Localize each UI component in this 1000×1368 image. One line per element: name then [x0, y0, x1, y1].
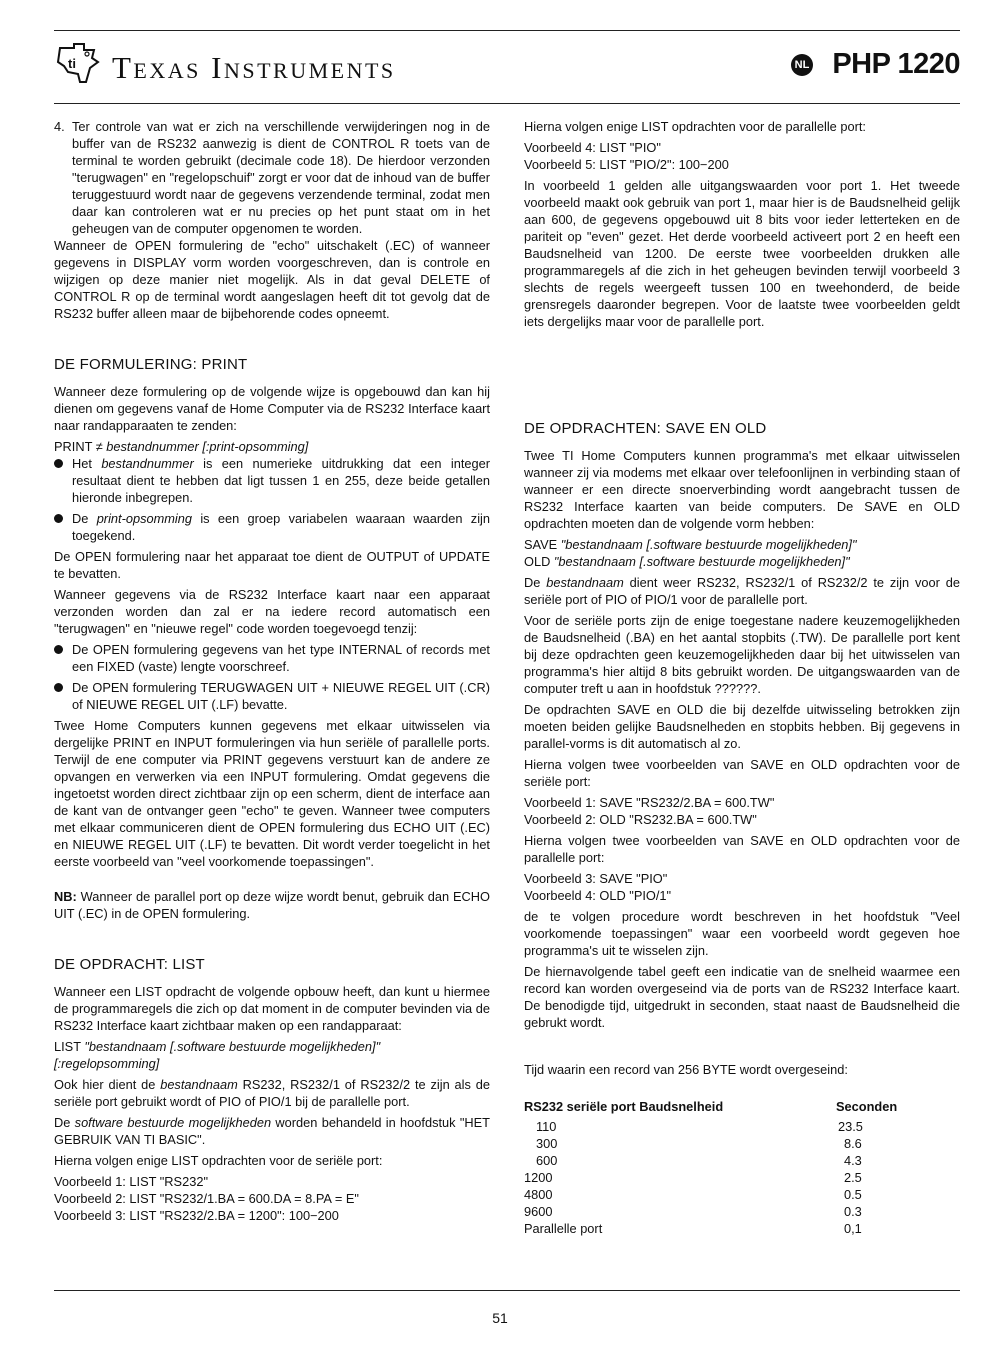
- baud-cell: 110: [536, 1119, 557, 1134]
- print-output-paragraph: De OPEN formulering naar het apparaat toe dient de OUTPUT of UPDATE te bevatten.: [54, 549, 490, 581]
- print-record-paragraph: Wanneer gegevens via de RS232 Interface kaart naar een apparaat verzonden worden dan zal er na iedere record automatisch een "terugwagen" en "nieuwe regel" code worden toegevoegd tenzij:: [54, 587, 490, 636]
- language-badge: NL: [791, 54, 813, 76]
- seconds-cell: 2.5: [844, 1170, 862, 1185]
- speed-table-caption: Tijd waarin een record van 256 BYTE wordt overgeseind:: [524, 1062, 848, 1077]
- bullet-dot-icon: [54, 645, 63, 654]
- header-rule: [54, 103, 960, 104]
- bullet-internal-fixed: De OPEN formulering gegevens van het type INTERNAL of records met een FIXED (vaste) lengte voorschreef.: [54, 641, 490, 675]
- bullet-bestandnummer: Het bestandnummer is een numerieke uitdrukking dat een integer resultaat dient te hebben dat ligt tussen 1 en 255, deze beide getallen hieronde inbegrepen.: [54, 455, 490, 506]
- baud-cell: 1200: [524, 1170, 553, 1185]
- bullet-dot-icon: [54, 459, 63, 468]
- table-row: [524, 1169, 897, 1186]
- right-column: [524, 118, 960, 1237]
- list-example-1: Voorbeeld 1: LIST "RS232": [54, 1174, 208, 1189]
- save-bestandnaam-paragraph: De bestandnaam dient weer RS232, RS232/1 of RS232/2 te zijn voor de seriële port of PIO of PIO/1 voor de parallelle port.: [524, 575, 960, 607]
- seconds-cell: 0,1: [844, 1221, 862, 1236]
- svg-text:ti: ti: [68, 56, 76, 71]
- speed-table-intro: De hiernavolgende tabel geeft een indicatie van de snelheid waarmee een record kan worden overgeseind via de ports van de RS232 Interface kaart. De benodigde tijd, uitgedrukt in seconden, staat naast de Baudsnelheid die gebrukt wordt.: [524, 964, 960, 1030]
- list-software-paragraph: De software bestuurde mogelijkheden worden behandeld in hoofdstuk "HET GEBRUIK VAN TI BASIC".: [54, 1115, 490, 1147]
- save-example-3: Voorbeeld 3: SAVE "PIO": [524, 871, 668, 886]
- save-intro: Twee TI Home Computers kunnen programma's met elkaar uitwisselen wanneer zij via modems met elkaar over telefoonlijnen in verbinding staan of wanneer er een directe snoerverbinding wordt aangebracht tussen de RS232 Interface kaarten van beide computers. De SAVE en OLD opdrachten moeten dan de volgende vorm hebben:: [524, 448, 960, 531]
- bullet-dot-icon: [54, 514, 63, 523]
- seconds-cell: 8.6: [844, 1136, 862, 1151]
- baud-cell: 600: [536, 1153, 558, 1168]
- list-serial-intro: Hierna volgen enige LIST opdrachten voor de seriële port:: [54, 1153, 383, 1168]
- save-syntax: SAVE "bestandnaam [.software bestuurde mogelijkheden]": [524, 537, 857, 552]
- header-baud: RS232 seriële port Baudsnelheid: [524, 1099, 724, 1114]
- list-parallel-intro: Hierna volgen enige LIST opdrachten voor de parallelle port:: [524, 119, 866, 134]
- print-syntax: PRINT ≠ bestandnummer [:print-opsomming]: [54, 439, 309, 454]
- save-example-1: Voorbeeld 1: SAVE "RS232/2.BA = 600.TW": [524, 795, 775, 810]
- bullet-print-opsomming: De print-opsomming is een groep variabelen waaraan waarden zijn toegekend.: [54, 510, 490, 544]
- section-heading-print: DE FORMULERING: PRINT: [54, 356, 248, 373]
- item-number: 4.: [54, 119, 65, 134]
- product-code: PHP 1220: [832, 48, 960, 80]
- table-row: [524, 1203, 897, 1220]
- save-serial-examples-intro: Hierna volgen twee voorbeelden van SAVE en OLD opdrachten voor de seriële port:: [524, 757, 960, 789]
- list-example-3: Voorbeeld 3: LIST "RS232/2.BA = 1200": 100−200: [54, 1208, 339, 1223]
- seconds-cell: 0.5: [844, 1187, 862, 1202]
- seconds-cell: 0.3: [844, 1204, 862, 1219]
- speed-table: [524, 1098, 897, 1237]
- save-baud-paragraph: De opdrachten SAVE en OLD die bij dezelfde uitwisseling betrokken zijn moeten beiden gelijke Baudsnelheden en stopbits hebben. Bij gegevens in parallel-vorms is dit automatisch al zo.: [524, 702, 960, 751]
- list-intro: Wanneer een LIST opdracht de volgende opbouw heeft, dan kunt u hiermee de programmaregels die zich op dat moment in de computer bevinden via de RS232 Interface kaart zichtbaar maken op een randapparaat:: [54, 984, 490, 1033]
- baud-cell: 4800: [524, 1187, 553, 1202]
- save-parallel-examples-intro: Hierna volgen twee voorbeelden van SAVE en OLD opdrachten voor de parallelle port:: [524, 833, 960, 865]
- nb-note: NB: Wanneer de parallel port op deze wijze wordt benut, gebruik dan ECHO UIT (.EC) in de OPEN formulering.: [54, 889, 490, 921]
- header-seconds: Seconden: [836, 1099, 898, 1114]
- bullet-dot-icon: [54, 683, 63, 692]
- item-text: Ter controle van wat er zich na verschillende verwijderingen nog in de buffer van de RS232 aanwezig is dient de CONTROL R toets van de terminal te worden gebruikt (decimale code 18). De hierdoor verzonden "terugwagen" en "regelopschuif" zorgt er voor dat de inhoud van de buffer teruggestuurd wordt naar de gegevens verzendende terminal, zodat men daar kan controleren wat er nu precies op het punt staat om in het geheugen van de computer opgenomen te worden.: [72, 119, 490, 236]
- list-example-5: Voorbeeld 5: LIST "PIO/2": 100−200: [524, 157, 729, 172]
- table-row: [524, 1152, 897, 1169]
- baud-cell: 9600: [524, 1204, 553, 1219]
- section-heading-save-old: DE OPDRACHTEN: SAVE EN OLD: [524, 420, 767, 437]
- ti-logo-icon: [54, 42, 102, 86]
- page-number: 51: [492, 1310, 508, 1326]
- section-heading-list: DE OPDRACHT: LIST: [54, 956, 205, 973]
- baud-cell: Parallelle port: [524, 1221, 603, 1236]
- table-row: [524, 1135, 897, 1152]
- baud-cell: 300: [536, 1136, 558, 1151]
- page-header: [54, 38, 960, 96]
- footer-rule: [54, 1290, 960, 1291]
- echo-paragraph: Wanneer de OPEN formulering de "echo" uitschakelt (.EC) of wanneer gegevens in DISPLAY vorm worden voorgeschreven, dan is controle en wijzigen op deze manier niet mogelijk. Als in dat geval DELETE of CONTROL R op de terminal wordt aangeslagen heeft dit tot gevolg dat de RS232 buffer alleen maar de bijbehorende codes opneemt.: [54, 238, 490, 321]
- seconds-cell: 4.3: [844, 1153, 862, 1168]
- table-row: [524, 1118, 897, 1135]
- old-syntax: OLD "bestandnaam [.software bestuurde mogelijkheden]": [524, 554, 850, 569]
- table-row: [524, 1220, 897, 1237]
- save-procedure-paragraph: de te volgen procedure wordt beschreven in het hoofdstuk "Veel voorkomende toepassingen" waar een voorbeeld wordt gegeven hoe programma's uit te wisselen zijn.: [524, 909, 960, 958]
- save-serial-options-paragraph: Voor de seriële ports zijn de enige toegestane nadere keuzemogelijkheden de Baudsnelheid (.BA) en het aantal stopbits (.TW). De parallelle port kent bij deze opdrachten geen keuzemogelijkheden daar bij het uitwisselen van programma's hier altijd 8 bits gebruikt worden. De uitgangswaarden van de computer treft u aan in hoofdstuk ??????.: [524, 613, 960, 696]
- save-example-4: Voorbeeld 4: OLD "PIO/1": [524, 888, 672, 903]
- list-explanation: In voorbeeld 1 gelden alle uitgangswaarden voor port 1. Het tweede voorbeeld maakt ook gebruik van port 1, maar hier is de Baudsnelheid gelijk aan 600, de gegevens opgebouwd uit 8 bits voor ieder letterteken en de pariteit op "even" gezet. Het derde voorbeeld activeert port 2 en heeft een Baudsnelheid van 1200. De eerste twee voorbeelden drukken alle programmaregels af die zich in het geheugen bevinden terwijl voorbeeld 3 slechts de regels weergeeft tussen 100 en tweehonderd, de beide grensregels daaronder begrepen. Voor de laatste twee voorbeelden geldt iets dergelijks maar voor de parallelle port.: [524, 178, 960, 329]
- list-bestandnaam-paragraph: Ook hier dient de bestandnaam RS232, RS232/1 of RS232/2 te zijn als de seriële port gebruikt wordt of PIO of PIO/1 bij de parallelle port.: [54, 1077, 490, 1109]
- speed-table-header: [524, 1098, 897, 1118]
- table-row: [524, 1186, 897, 1203]
- print-two-computers-paragraph: Twee Home Computers kunnen gegevens met elkaar uitwisselen via dergelijke PRINT en INPUT formuleringen via hun seriële of parallelle ports. Terwijl de ene computer via PRINT gegevens verstuurt kan de andere ze opvangen en verwerken via een INPUT formulering. Omdat gegevens die ingetoetst worden direct zichtbaar zijn op een scherm, dient de interface aan de kant van de ontvanger geen "echo" te geven. Wanneer twee computers met elkaar communiceren dient de OPEN formulering dus ECHO UIT (.EC) en NIEUWE REGEL UIT (.LF) te bevatten. Dit wordt verder toegelicht in het eerste voorbeeld van "veel voorkomende toepassingen".: [54, 718, 490, 869]
- brand-name: Texas Instruments: [112, 50, 396, 85]
- save-example-2: Voorbeeld 2: OLD "RS232.BA = 600.TW": [524, 812, 757, 827]
- seconds-cell: 23.5: [838, 1119, 863, 1134]
- list-syntax-line2: [:regelopsomming]: [54, 1056, 160, 1071]
- numbered-item-4: [54, 118, 490, 237]
- list-example-2: Voorbeeld 2: LIST "RS232/1.BA = 600.DA = 8.PA = E": [54, 1191, 359, 1206]
- left-column: [54, 118, 490, 1224]
- top-rule: [54, 30, 960, 31]
- list-example-4: Voorbeeld 4: LIST "PIO": [524, 140, 661, 155]
- bullet-terugwagen: De OPEN formulering TERUGWAGEN UIT + NIEUWE REGEL UIT (.CR) of NIEUWE REGEL UIT (.LF) bevatte.: [54, 679, 490, 713]
- list-syntax: LIST "bestandnaam [.software bestuurde mogelijkheden]": [54, 1039, 381, 1054]
- print-intro: Wanneer deze formulering op de volgende wijze is opgebouwd dan kan hij dienen om gegevens vanaf de Home Computer via de RS232 Interface kaart naar randapparaaten te zenden:: [54, 384, 490, 433]
